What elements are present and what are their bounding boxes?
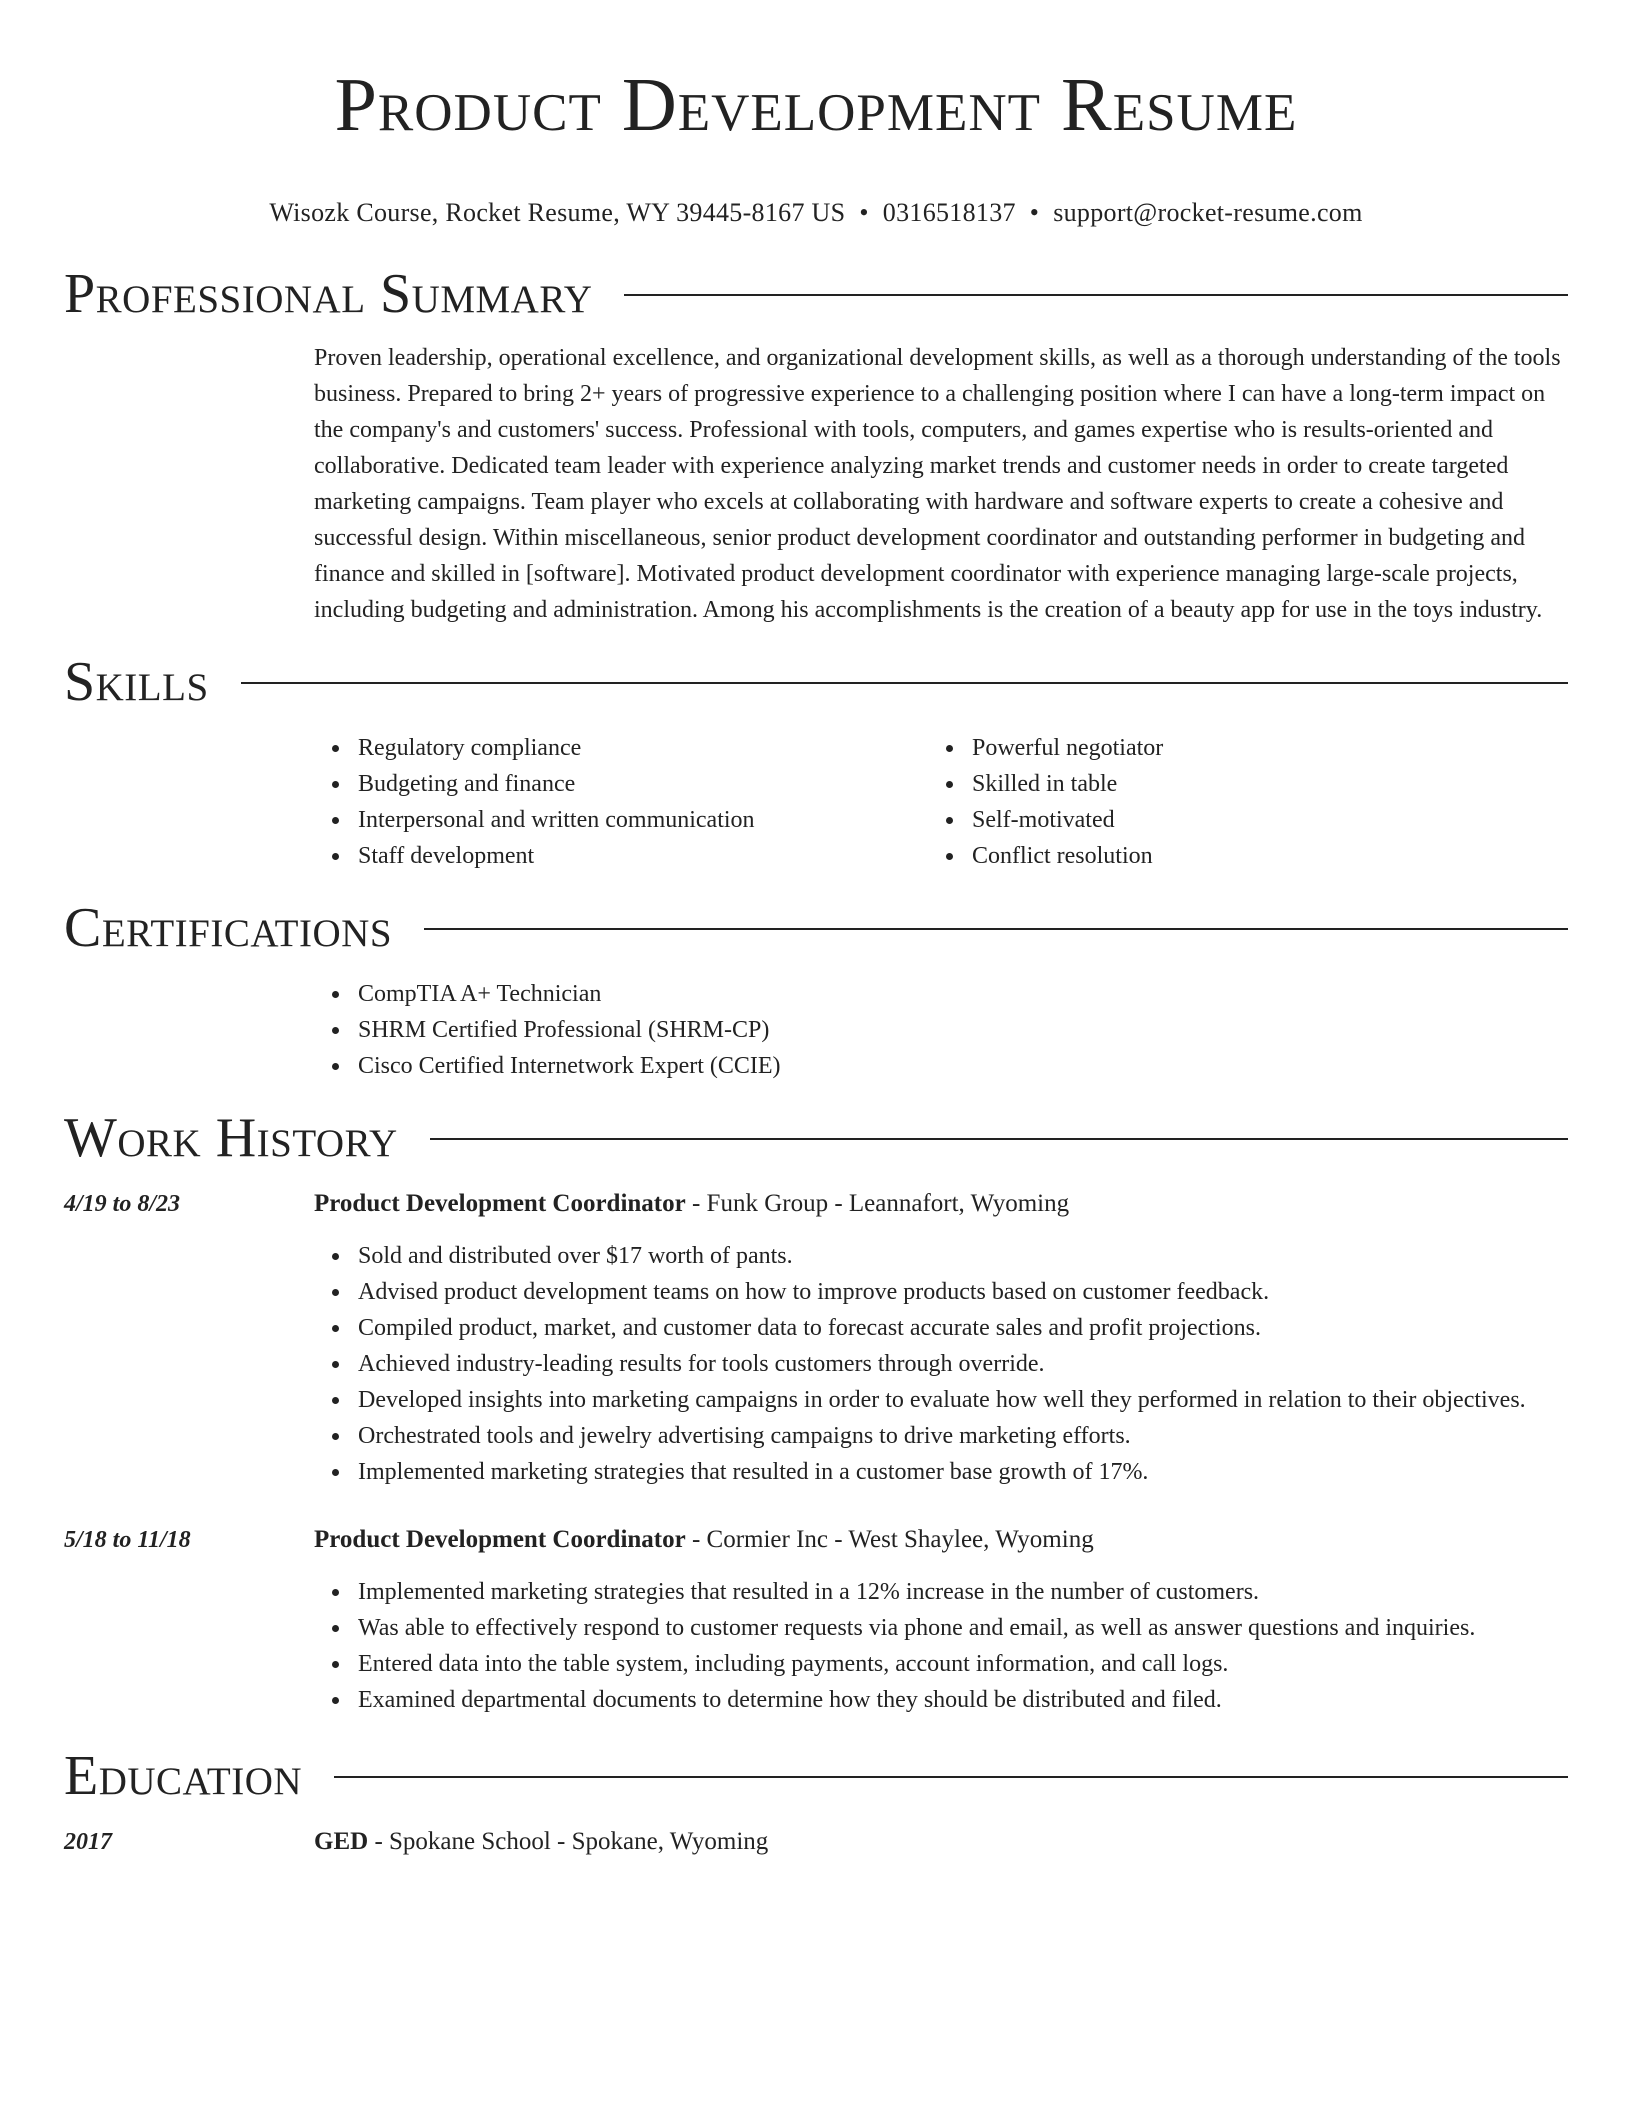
section-divider [424,928,1568,930]
section-divider [624,294,1568,296]
certification-item: Cisco Certified Internetwork Expert (CCIE) [358,1048,1568,1084]
skill-item: Staff development [358,838,928,874]
job-details: - Funk Group - Leannafort, Wyoming [685,1190,1070,1217]
job-bullet: Advised product development teams on how to improve products based on customer feedback. [358,1274,1568,1310]
education-details: - Spokane School - Spokane, Wyoming [368,1828,769,1855]
job-bullet: Compiled product, market, and customer data to forecast accurate sales and profit projections. [358,1310,1568,1346]
job-bullet: Developed insights into marketing campaigns in order to evaluate how well they performed in relation to their objectives. [358,1382,1568,1418]
summary-text: Proven leadership, operational excellence, and organizational development skills, as well as a thorough understanding of the tools business. Prepared to bring 2+ years of progressive experience to a challenging position where I can have a long-term impact on the company's and customers' success. Professional with tools, computers, and games expertise who is results-oriented and collaborative. Dedicated team leader with experience analyzing market trends and customer needs in order to create targeted marketing campaigns. Team player who excels at collaborating with hardware and software experts to create a cohesive and successful design. Within miscellaneous, senior product development coordinator and outstanding performer in budgeting and finance and skilled in [software]. Motivated product development coordinator with experience managing large-scale projects, including budgeting and administration. Among his accomplishments is the creation of a beauty app for use in the toys industry. [314,345,1561,623]
skill-item: Budgeting and finance [358,766,928,802]
job-bullets [314,1574,1568,1718]
education-line [314,1824,768,1860]
education-entry [64,1824,1568,1860]
skill-item: Powerful negotiator [972,730,1542,766]
education-year: 2017 [64,1829,112,1855]
certifications-section-header [64,898,1568,958]
job-header [64,1186,1568,1222]
resume-title: Product Development Resume [334,63,1298,147]
skills-column-left [314,730,928,874]
summary-heading: Professional Summary [64,263,593,325]
job-title: Product Development Coordinator [314,1526,686,1553]
certifications-list [314,976,1568,1084]
education-degree: GED [314,1828,369,1855]
certification-item: SHRM Certified Professional (SHRM-CP) [358,1012,1568,1048]
job-details: - Cormier Inc - West Shaylee, Wyoming [685,1526,1094,1553]
work-history-section-header [64,1108,1568,1168]
skills-heading: Skills [64,651,209,713]
job-bullet: Sold and distributed over $17 worth of pants. [358,1238,1568,1274]
summary-body [314,340,1568,628]
job-bullet: Orchestrated tools and jewelry advertising campaigns to drive marketing efforts. [358,1418,1568,1454]
skill-item: Conflict resolution [972,838,1542,874]
certification-item: CompTIA A+ Technician [358,976,1568,1012]
job-bullet: Entered data into the table system, including payments, account information, and call logs. [358,1646,1568,1682]
contact-phone: 0316518137 [882,198,1016,227]
job-entry [64,1186,1568,1490]
job-title-line [314,1522,1094,1558]
contact-address: Wisozk Course, Rocket Resume, WY 39445-8167 US [269,198,846,227]
job-bullet: Implemented marketing strategies that resulted in a 12% increase in the number of customers. [358,1574,1568,1610]
skill-item: Self-motivated [972,802,1542,838]
skills-column-right [928,730,1542,874]
job-bullet: Achieved industry-leading results for tools customers through override. [358,1346,1568,1382]
education-section-header [64,1746,1568,1806]
job-bullet: Examined departmental documents to determine how they should be distributed and filed. [358,1682,1568,1718]
job-bullet: Was able to effectively respond to customer requests via phone and email, as well as answer questions and inquiries. [358,1610,1568,1646]
job-bullet: Implemented marketing strategies that resulted in a customer base growth of 17%. [358,1454,1568,1490]
job-header [64,1522,1568,1558]
contact-line [64,198,1568,228]
work-history-heading: Work History [64,1107,398,1169]
contact-separator: • [1029,198,1040,227]
job-title-line [314,1186,1069,1222]
skills-list [314,730,1568,874]
contact-email[interactable]: support@rocket-resume.com [1053,198,1363,227]
section-divider [334,1776,1568,1778]
job-dates: 5/18 to 11/18 [64,1527,191,1553]
job-dates: 4/19 to 8/23 [64,1191,181,1217]
job-bullets [314,1238,1568,1490]
job-title: Product Development Coordinator [314,1190,686,1217]
skills-section-header [64,652,1568,712]
section-divider [241,682,1568,684]
section-divider [430,1138,1568,1140]
skill-item: Interpersonal and written communication [358,802,928,838]
summary-section-header [64,264,1568,324]
skill-item: Skilled in table [972,766,1542,802]
contact-separator: • [859,198,869,227]
education-heading: Education [64,1745,303,1807]
job-entry [64,1522,1568,1718]
skill-item: Regulatory compliance [358,730,928,766]
certifications-heading: Certifications [64,897,393,959]
